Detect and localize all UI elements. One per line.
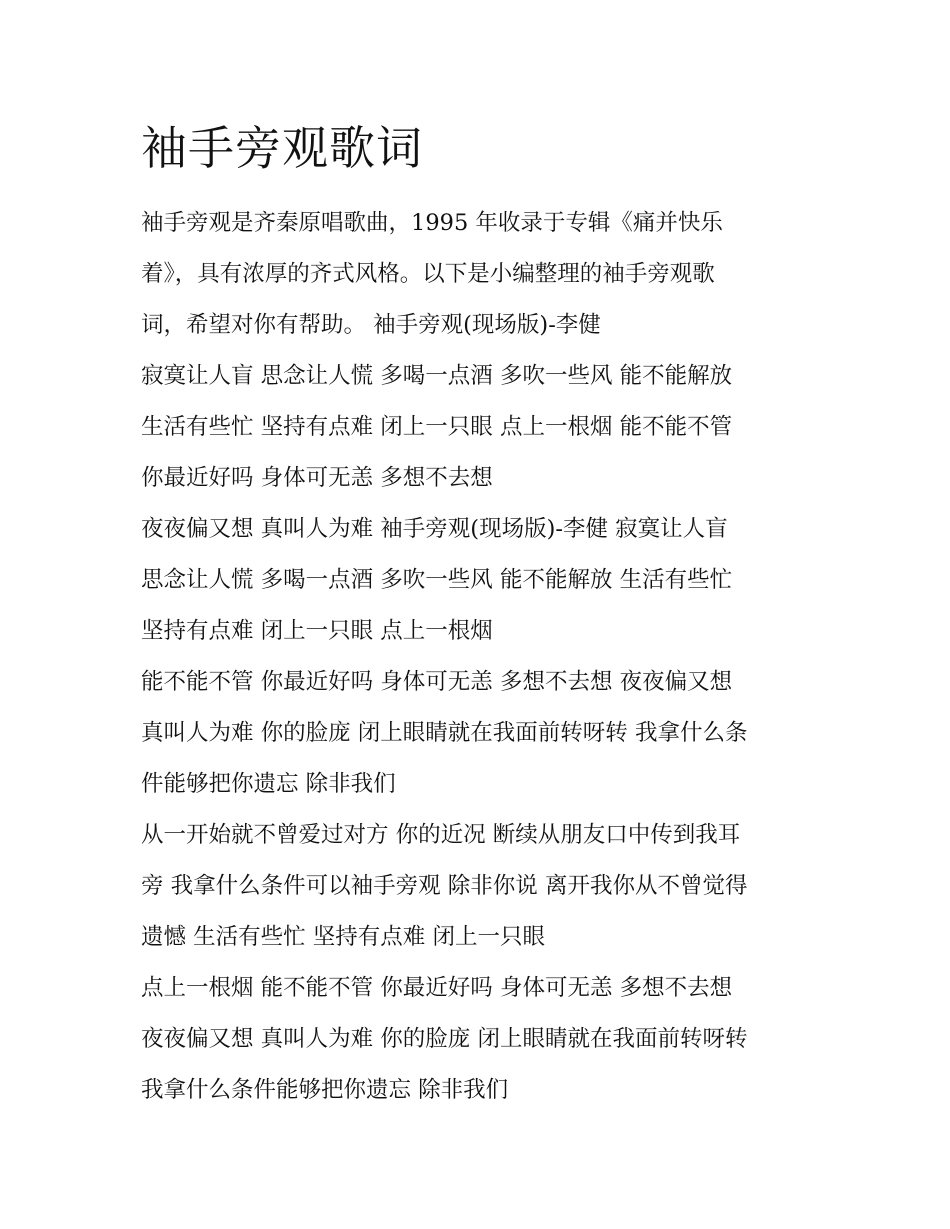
text-line: 着》，具有浓厚的齐式风格。以下是小编整理的袖手旁观歌	[141, 261, 715, 287]
text-line: 袖手旁观是齐秦原唱歌曲，1995 年收录于专辑《痛并快乐	[141, 210, 723, 236]
text-line: 旁 我拿什么条件可以袖手旁观 除非你说 离开我你从不曾觉得	[141, 873, 748, 899]
text-line: 夜夜偏又想 真叫人为难 袖手旁观(现场版)-李健 寂寞让人盲	[141, 516, 728, 542]
text-line: 真叫人为难 你的脸庞 闭上眼睛就在我面前转呀转 我拿什么条	[141, 720, 748, 746]
text-line: 点上一根烟 能不能不管 你最近好吗 身体可无恙 多想不去想	[141, 975, 733, 1001]
text-line: 夜夜偏又想 真叫人为难 你的脸庞 闭上眼睛就在我面前转呀转	[141, 1026, 748, 1052]
document-title: 袖手旁观歌词	[141, 121, 423, 175]
lyrics-body	[141, 198, 821, 1116]
text-line: 我拿什么条件能够把你遗忘 除非我们	[141, 1077, 509, 1103]
text-line: 能不能不管 你最近好吗 身体可无恙 多想不去想 夜夜偏又想	[141, 669, 733, 695]
text-line: 遗憾 生活有些忙 坚持有点难 闭上一只眼	[141, 924, 545, 950]
text-line: 从一开始就不曾爱过对方 你的近况 断续从朋友口中传到我耳	[141, 822, 741, 848]
text-line: 词，希望对你有帮助。 袖手旁观(现场版)-李健	[141, 312, 601, 338]
text-line: 寂寞让人盲 思念让人慌 多喝一点酒 多吹一些风 能不能解放	[141, 363, 733, 389]
text-line: 你最近好吗 身体可无恙 多想不去想	[141, 465, 493, 491]
text-line: 件能够把你遗忘 除非我们	[141, 771, 396, 797]
text-line: 坚持有点难 闭上一只眼 点上一根烟	[141, 618, 493, 644]
text-line: 思念让人慌 多喝一点酒 多吹一些风 能不能解放 生活有些忙	[141, 567, 733, 593]
text-line: 生活有些忙 坚持有点难 闭上一只眼 点上一根烟 能不能不管	[141, 414, 733, 440]
